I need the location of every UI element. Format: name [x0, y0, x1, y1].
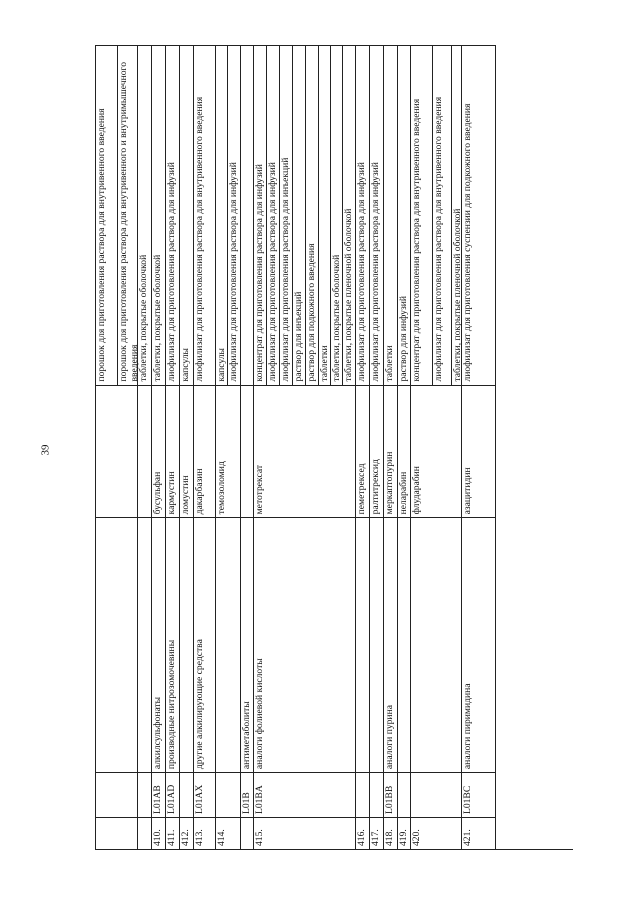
- dosage-form: лиофилизат для приготовления суспензии для подкожного введения: [462, 103, 473, 382]
- pharmacological-group: [96, 517, 137, 772]
- dosage-form: раствор для инъекций: [293, 46, 306, 385]
- row-number: 413.: [194, 817, 215, 849]
- row-number: 411.: [166, 817, 179, 849]
- drug-name: [241, 385, 253, 518]
- atc-code: [138, 772, 151, 817]
- dosage-form: раствор для инфузий: [398, 296, 409, 382]
- dosage-forms: [241, 45, 253, 385]
- atc-code: L01BB: [384, 772, 397, 817]
- dosage-form: таблетки, покрытые пленочной оболочкой: [343, 208, 354, 382]
- dosage-form: таблетки, покрытые оболочкой: [138, 254, 149, 382]
- pharmacological-group: аналоги пурина: [384, 517, 397, 772]
- drug-name: [138, 385, 151, 518]
- page-number: 39: [39, 444, 52, 456]
- table-row: [411, 45, 462, 849]
- dosage-forms: [96, 45, 140, 385]
- dosage-form: лиофилизат для приготовления раствора для внутривенного введения: [194, 96, 205, 382]
- dosage-forms: [411, 45, 461, 385]
- dosage-form: таблетки, покрытые оболочкой: [152, 254, 163, 382]
- pharmacological-group: [411, 517, 461, 772]
- table-row: [254, 45, 356, 849]
- atc-code: L01AB: [152, 772, 165, 817]
- pharmacological-group: производные нитрозомочевины: [166, 517, 179, 772]
- dosage-form: лиофилизат для приготовления раствора для инфузий: [356, 162, 367, 382]
- pharmacological-group: [216, 517, 240, 772]
- atc-code: L01AX: [194, 772, 215, 817]
- drug-name: флударабин: [411, 385, 461, 518]
- dosage-form: таблетки, покрытые пленочной оболочкой: [452, 208, 463, 382]
- drug-name: метотрексат: [254, 385, 355, 518]
- dosage-forms: [166, 45, 179, 385]
- atc-code: [398, 772, 410, 817]
- row-number: 414.: [216, 817, 240, 849]
- row-number: [138, 817, 151, 849]
- dosage-form: порошок для приготовления раствора для внутривенного введения: [96, 46, 118, 385]
- drug-name: кармустин: [166, 385, 179, 518]
- dosage-form: концентрат для приготовления раствора для инфузий: [254, 46, 267, 385]
- drug-name: бусульфан: [152, 385, 165, 518]
- dosage-forms: [180, 45, 193, 385]
- dosage-forms: [216, 45, 240, 385]
- drug-name: дакарбазин: [194, 385, 215, 518]
- table-row: [398, 45, 411, 849]
- dosage-form: концентрат для приготовления раствора для внутривенного введения: [411, 46, 433, 385]
- dosage-forms: [462, 45, 495, 385]
- table-row: [241, 45, 254, 849]
- drug-name: темозоломид: [216, 385, 240, 518]
- dosage-forms: [254, 45, 355, 385]
- drug-name: [96, 385, 137, 518]
- atc-code: [411, 772, 461, 817]
- drug-name: ралтитрексид: [370, 385, 383, 518]
- atc-code: L01BA: [254, 772, 355, 817]
- pharmacological-group: [370, 517, 383, 772]
- dosage-form: лиофилизат для приготовления раствора для инъекций: [280, 46, 293, 385]
- pharmacological-group: антиметаболиты: [241, 517, 253, 772]
- pharmacological-group: другие алкилирующие средства: [194, 517, 215, 772]
- dosage-form: [241, 46, 253, 385]
- dosage-form: лиофилизат для приготовления раствора для инфузий: [228, 162, 239, 382]
- pharmacological-group: [398, 517, 410, 772]
- dosage-form: порошок для приготовления раствора для внутривенного и внутримышечного введения: [118, 61, 140, 382]
- dosage-form: раствор для подкожного введения: [306, 46, 319, 385]
- pharmacological-group: аналоги фолиевой кислоты: [254, 517, 355, 772]
- atc-code: [356, 772, 369, 817]
- dosage-forms: [370, 45, 383, 385]
- table-row: [216, 45, 241, 849]
- document-table-wrapper: [95, 45, 573, 850]
- pharmacological-group: алкилсульфонаты: [152, 517, 165, 772]
- drug-name: ломустин: [180, 385, 193, 518]
- row-number: 412.: [180, 817, 193, 849]
- table-row: [462, 45, 496, 849]
- dosage-form: таблетки: [319, 46, 331, 385]
- row-number: 419.: [398, 817, 410, 849]
- dosage-form: лиофилизат для приготовления раствора для инфузий: [166, 162, 177, 382]
- row-number: 416.: [356, 817, 369, 849]
- drug-name: пеметрексед: [356, 385, 369, 518]
- dosage-form: лиофилизат для приготовления раствора для инфузий: [267, 46, 280, 385]
- drug-name: азацитидин: [462, 385, 495, 518]
- row-number: 415.: [254, 817, 355, 849]
- drug-name: меркаптопурин: [384, 385, 397, 518]
- pharmacological-group: аналоги пиримидина: [462, 517, 495, 772]
- dosage-forms: [152, 45, 165, 385]
- dosage-form: лиофилизат для приготовления раствора для инфузий: [370, 162, 381, 382]
- row-number: [96, 817, 137, 849]
- dosage-forms: [398, 45, 410, 385]
- table-row: [194, 45, 216, 849]
- pharmacological-group: [138, 517, 151, 772]
- atc-code: [96, 772, 137, 817]
- pharmacological-group: [356, 517, 369, 772]
- dosage-form: капсулы: [180, 348, 191, 382]
- table-row: [152, 45, 166, 849]
- table-row: [96, 45, 138, 849]
- table-row: [166, 45, 180, 849]
- atc-code: L01BC: [462, 772, 495, 817]
- atc-code: [180, 772, 193, 817]
- pharmacological-group: [180, 517, 193, 772]
- drug-table: [95, 45, 573, 850]
- table-row: [356, 45, 370, 849]
- row-number: 421.: [462, 817, 495, 849]
- atc-code: [216, 772, 240, 817]
- table-row: [370, 45, 384, 849]
- dosage-forms: [138, 45, 151, 385]
- drug-name: неларабин: [398, 385, 410, 518]
- dosage-form: капсулы: [216, 46, 228, 385]
- dosage-form: таблетки, покрытые оболочкой: [331, 46, 343, 385]
- atc-code: [370, 772, 383, 817]
- dosage-forms: [356, 45, 369, 385]
- table-row: [180, 45, 194, 849]
- row-number: 420.: [411, 817, 461, 849]
- atc-code: L01B: [241, 772, 253, 817]
- atc-code: L01AD: [166, 772, 179, 817]
- table-row: [384, 45, 398, 849]
- row-number: 418.: [384, 817, 397, 849]
- table-row: [138, 45, 152, 849]
- dosage-forms: [194, 45, 215, 385]
- dosage-forms: [384, 45, 397, 385]
- dosage-form: лиофилизат для приготовления раствора для внутривенного введения: [433, 46, 452, 385]
- row-number: [241, 817, 253, 849]
- dosage-form: таблетки: [384, 345, 395, 382]
- row-number: 417.: [370, 817, 383, 849]
- row-number: 410.: [152, 817, 165, 849]
